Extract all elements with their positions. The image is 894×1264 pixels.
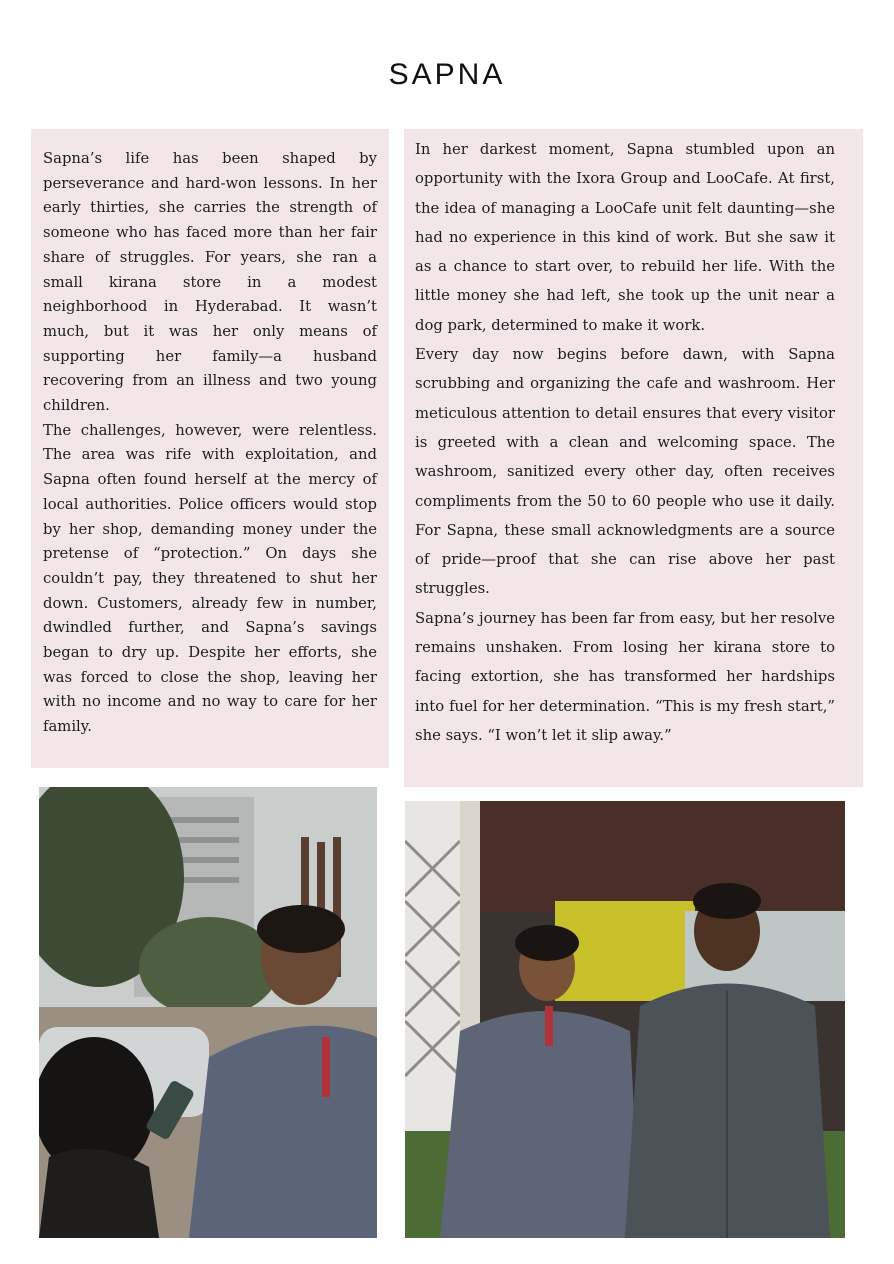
- page-title: SAPNA: [388, 58, 506, 91]
- cafe-photo: [405, 801, 845, 1238]
- interview-photo: [39, 787, 377, 1238]
- paragraph: The challenges, however, were relentless. The area was rife with exploitation, and Sapna often found herself at the mercy of local authorities. Police officers would stop by her shop, demanding money under the pretense of “protection.” On days she couldn’t pay, they threatened to shut her down. Customers, already few in number, dwindled further, and Sapna’s savings began to dry up. Despite her efforts, she was forced to close the shop, leaving her with no income and no way to care for her family.: [43, 421, 377, 736]
- paragraph: Every day now begins before dawn, with Sapna scrubbing and organizing the cafe and washroom. Her meticulous attention to detail ensures that every visitor is greeted with a clean and welcoming space. The washroom, sanitized every other day, often receives compliments from the 50 to 60 people who use it daily. For Sapna, these small acknowledgments are a source of pride—proof that she can rise above her past struggles.: [415, 346, 835, 598]
- left-text-column: [31, 129, 389, 768]
- right-text-column: [404, 129, 863, 787]
- paragraph: Sapna’s journey has been far from easy, but her resolve remains unshaken. From losing her kirana store to facing extortion, she has transformed her hardships into fuel for her determination. “This is my fresh start,” she says. “I won’t let it slip away.”: [415, 609, 835, 744]
- paragraph: Sapna’s life has been shaped by perseverance and hard-won lessons. In her early thirties, she carries the strength of someone who has faced more than her fair share of struggles. For years, she ran a small kirana store in a modest neighborhood in Hyderabad. It wasn’t much, but it was her only means of supporting her family—a husband recovering from an illness and two young children.: [43, 150, 377, 415]
- paragraph: In her darkest moment, Sapna stumbled upon an opportunity with the Ixora Group and LooCafe. At first, the idea of managing a LooCafe unit felt daunting—she had no experience in this kind of work. But she saw it as a chance to start over, to rebuild her life. With the little money she had left, she took up the unit near a dog park, determined to make it work.: [415, 141, 835, 334]
